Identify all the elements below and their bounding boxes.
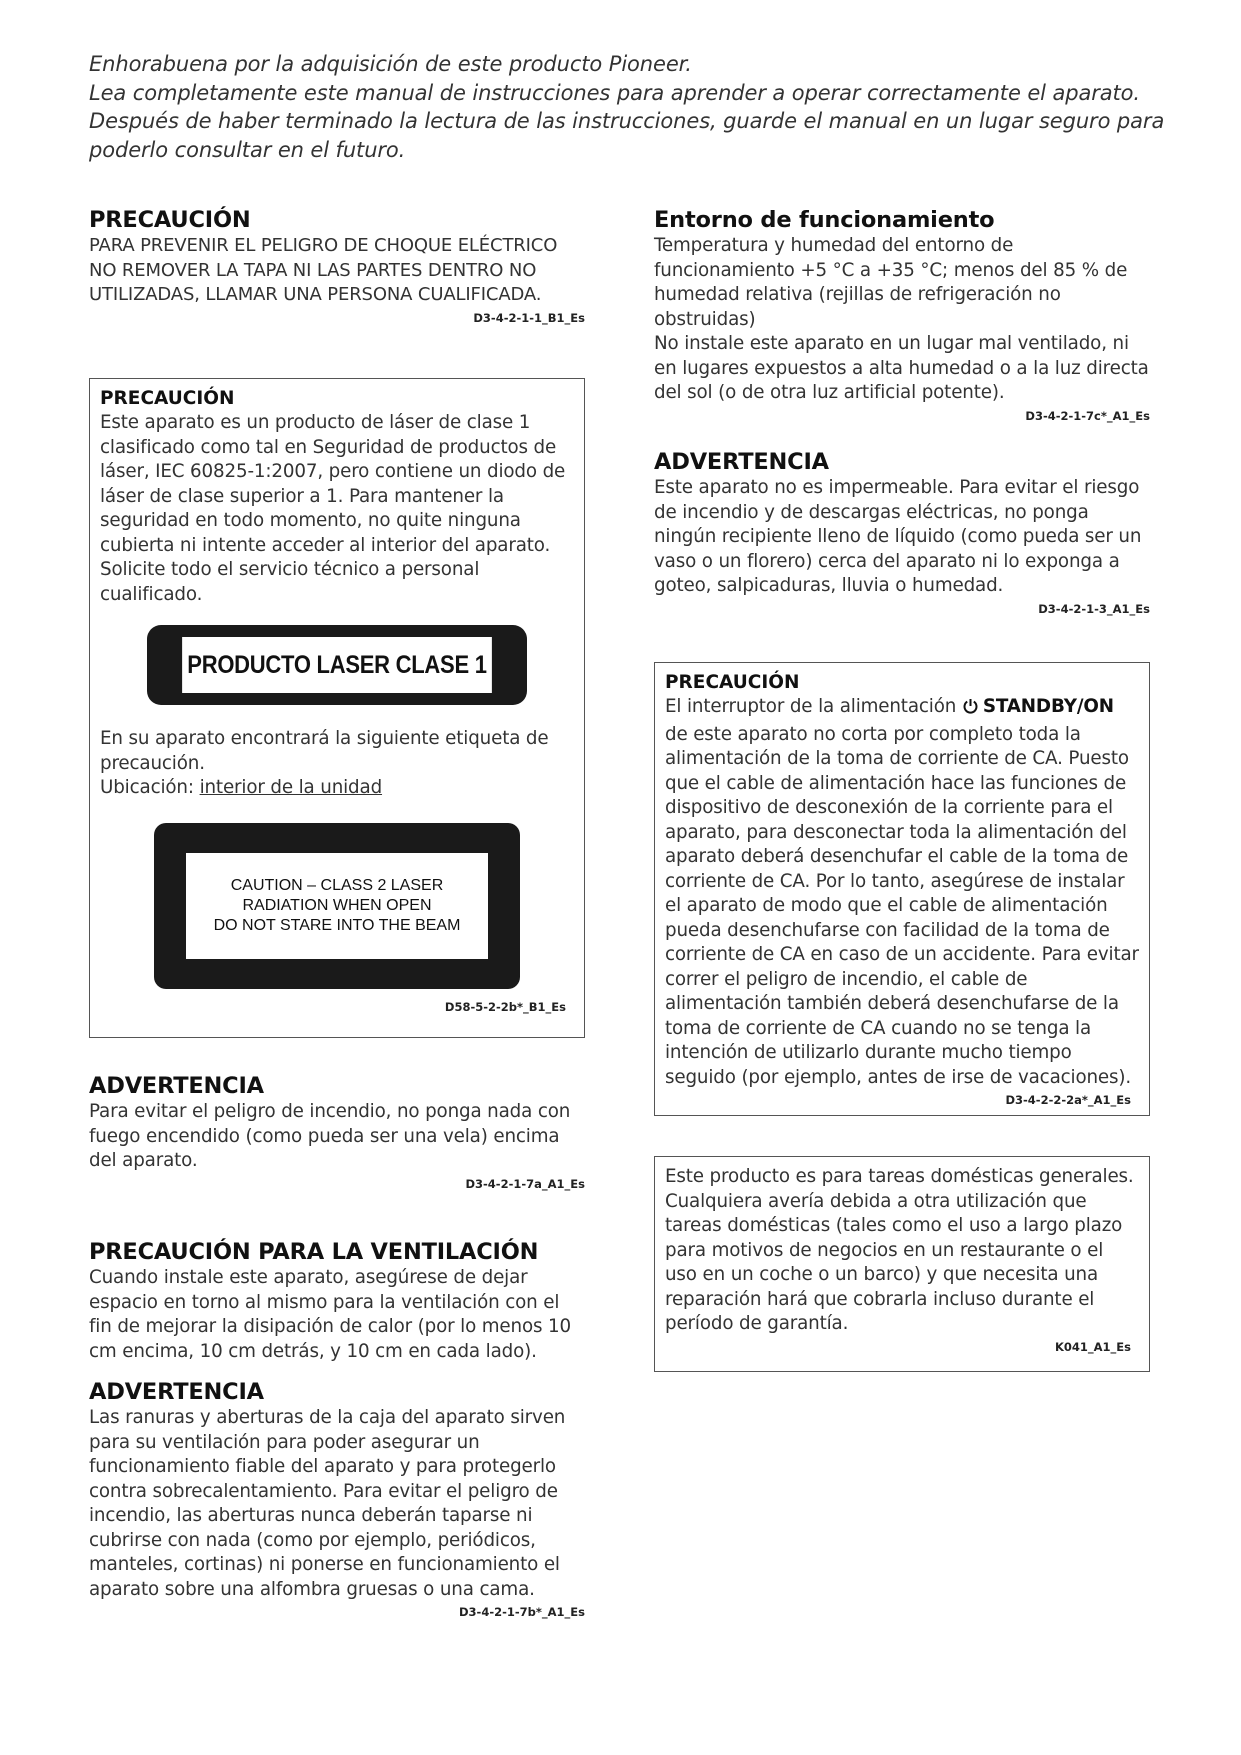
section-title: PRECAUCIÓN bbox=[89, 207, 251, 233]
box-text bbox=[665, 695, 1139, 1090]
caution-line: RADIATION WHEN OPEN bbox=[242, 896, 432, 914]
box-title: PRECAUCIÓN bbox=[665, 672, 800, 693]
intro-line: Enhorabuena por la adquisición de este producto Pioneer. bbox=[89, 52, 692, 76]
text-after: de este aparato no corta por completo toda la alimentación de la toma de corriente de CA. Puesto que el cable de alimentación hace las funciones de dispositivo de desconexión de la corriente para el aparato, para desconectar toda la alimentación del aparato deberá desenchufar el cable de la toma de corriente de CA. Por lo tanto, asegúrese de instalar el aparato de modo que el cable de alimentación pueda desenchufarse con facilidad de la toma de corriente de CA en caso de un accidente. Para evitar correr el peligro de incendio, el cable de alimentación también deberá desenchufarse de la toma de corriente de CA cuando no se tenga la intención de utilizarlo durante mucho tiempo seguido (por ejemplo, antes de irse de vacaciones). bbox=[665, 723, 1139, 1088]
advertencia-fire-section bbox=[89, 1072, 587, 1192]
standby-warning-box bbox=[654, 662, 1150, 1116]
text-before: El interruptor de la alimentación bbox=[665, 696, 957, 717]
reference-code: D3-4-2-1-7c*_A1_Es bbox=[1025, 408, 1150, 423]
label-note: En su aparato encontrará la siguiente etiqueta de precaución. bbox=[100, 728, 549, 774]
section-text: Las ranuras y aberturas de la caja del aparato sirven para su ventilación para poder asegurar un funcionamiento fiable del aparato y para protegerlo contra sobrecalentamiento. Para evitar el peligro de incendio, las aberturas nunca deberán taparse ni cubrirse con nada (como por ejemplo, periódicos, manteles, cortinas) ni ponerse en funcionamiento el aparato sobre una alfombra gruesas o una cama. bbox=[89, 1407, 566, 1600]
section-title: ADVERTENCIA bbox=[654, 449, 829, 475]
section-text: No instale este aparato en un lugar mal ventilado, ni en lugares expuestos a alta humedad o a la luz directa del sol (o de otra luz artificial potente). bbox=[654, 333, 1149, 403]
domestic-use-box bbox=[654, 1156, 1150, 1372]
reference-code: D3-4-2-1-1_B1_Es bbox=[473, 310, 585, 325]
location-value: interior de la unidad bbox=[199, 777, 383, 798]
box-text: Este aparato es un producto de láser de clase 1 clasificado como tal en Seguridad de productos de láser, IEC 60825-1:2007, pero contiene un diodo de láser de clase superior a 1. Para mantener la seguridad en todo momento, no quite ninguna cubierta ni intente acceder al interior del aparato. Solicite todo el servicio técnico a personal cualificado. bbox=[100, 412, 566, 605]
section-title: PRECAUCIÓN PARA LA VENTILACIÓN bbox=[89, 1239, 539, 1265]
section-text: Cuando instale este aparato, asegúrese de dejar espacio en torno al mismo para la ventilación con el fin de mejorar la disipación de calor (por lo menos 10 cm encima, 10 cm detrás, y 10 cm en cada lado). bbox=[89, 1267, 571, 1362]
reference-code: D3-4-2-1-7a_A1_Es bbox=[465, 1176, 585, 1191]
laser-class-label-text: PRODUCTO LASER CLASE 1 bbox=[182, 637, 492, 693]
laser-warning-box bbox=[89, 378, 585, 1038]
reference-code: D3-4-2-1-7b*_A1_Es bbox=[459, 1605, 585, 1619]
reference-code: D3-4-2-2-2a*_A1_Es bbox=[1005, 1093, 1131, 1107]
reference-code: D3-4-2-1-3_A1_Es bbox=[1038, 601, 1150, 616]
section-title: ADVERTENCIA bbox=[89, 1379, 264, 1405]
section-text: PARA PREVENIR EL PELIGRO DE CHOQUE ELÉCTRICO NO REMOVER LA TAPA NI LAS PARTES DENTRO NO UTILIZADAS, LLAMAR UNA PERSONA CUALIFICADA. bbox=[89, 235, 558, 305]
box-title: PRECAUCIÓN bbox=[100, 388, 235, 409]
standby-on-name: STANDBY/ON bbox=[982, 696, 1114, 717]
power-icon bbox=[962, 698, 979, 723]
precaucion-section bbox=[89, 206, 587, 326]
advertencia-ventilation-section bbox=[89, 1378, 587, 1620]
caution-line: DO NOT STARE INTO THE BEAM bbox=[213, 916, 461, 934]
intro-line: Después de haber terminado la lectura de las instrucciones, guarde el manual en un lugar seguro para bbox=[89, 109, 1165, 133]
box-text: Este producto es para tareas domésticas generales. Cualquiera avería debida a otra utilización que tareas domésticas (tales como el uso a largo plazo para motivos de negocios en un restaurante o el uso en un coche o un barco) y que necesita una reparación hará que cobrarla incluso durante el período de garantía. bbox=[665, 1166, 1134, 1334]
laser-class-label bbox=[147, 625, 527, 705]
intro-line: Lea completamente este manual de instrucciones para aprender a operar correctamente el aparato. bbox=[89, 80, 1140, 105]
intro-line: poderlo consultar en el futuro. bbox=[89, 137, 406, 162]
location-label: Ubicación: bbox=[100, 777, 194, 798]
section-text: Para evitar el peligro de incendio, no ponga nada con fuego encendido (como pueda ser una vela) encima del aparato. bbox=[89, 1101, 571, 1171]
section-text: Temperatura y humedad del entorno de funcionamiento +5 °C a +35 °C; menos del 85 % de humedad relativa (rejillas de refrigeración no obstruidas) bbox=[654, 235, 1128, 330]
section-title: ADVERTENCIA bbox=[89, 1073, 264, 1099]
intro-paragraph bbox=[89, 50, 1169, 164]
caution-line: CAUTION – CLASS 2 LASER bbox=[230, 876, 444, 894]
section-title: Entorno de funcionamiento bbox=[654, 207, 995, 233]
section-text: Este aparato no es impermeable. Para evitar el riesgo de incendio y de descargas eléctricas, no ponga ningún recipiente lleno de líquido (como pueda ser un vaso o un florero) cerca del aparato ni lo exponga a goteo, salpicaduras, lluvia o humedad. bbox=[654, 477, 1142, 596]
ventilation-section bbox=[89, 1238, 587, 1364]
environment-section bbox=[654, 206, 1152, 424]
caution-laser-label bbox=[154, 823, 520, 989]
caution-label-text bbox=[186, 853, 488, 959]
advertencia-water-section bbox=[654, 448, 1152, 617]
location-line bbox=[100, 776, 574, 801]
reference-code: K041_A1_Es bbox=[1054, 1339, 1131, 1354]
reference-code: D58-5-2-2b*_B1_Es bbox=[444, 999, 566, 1014]
